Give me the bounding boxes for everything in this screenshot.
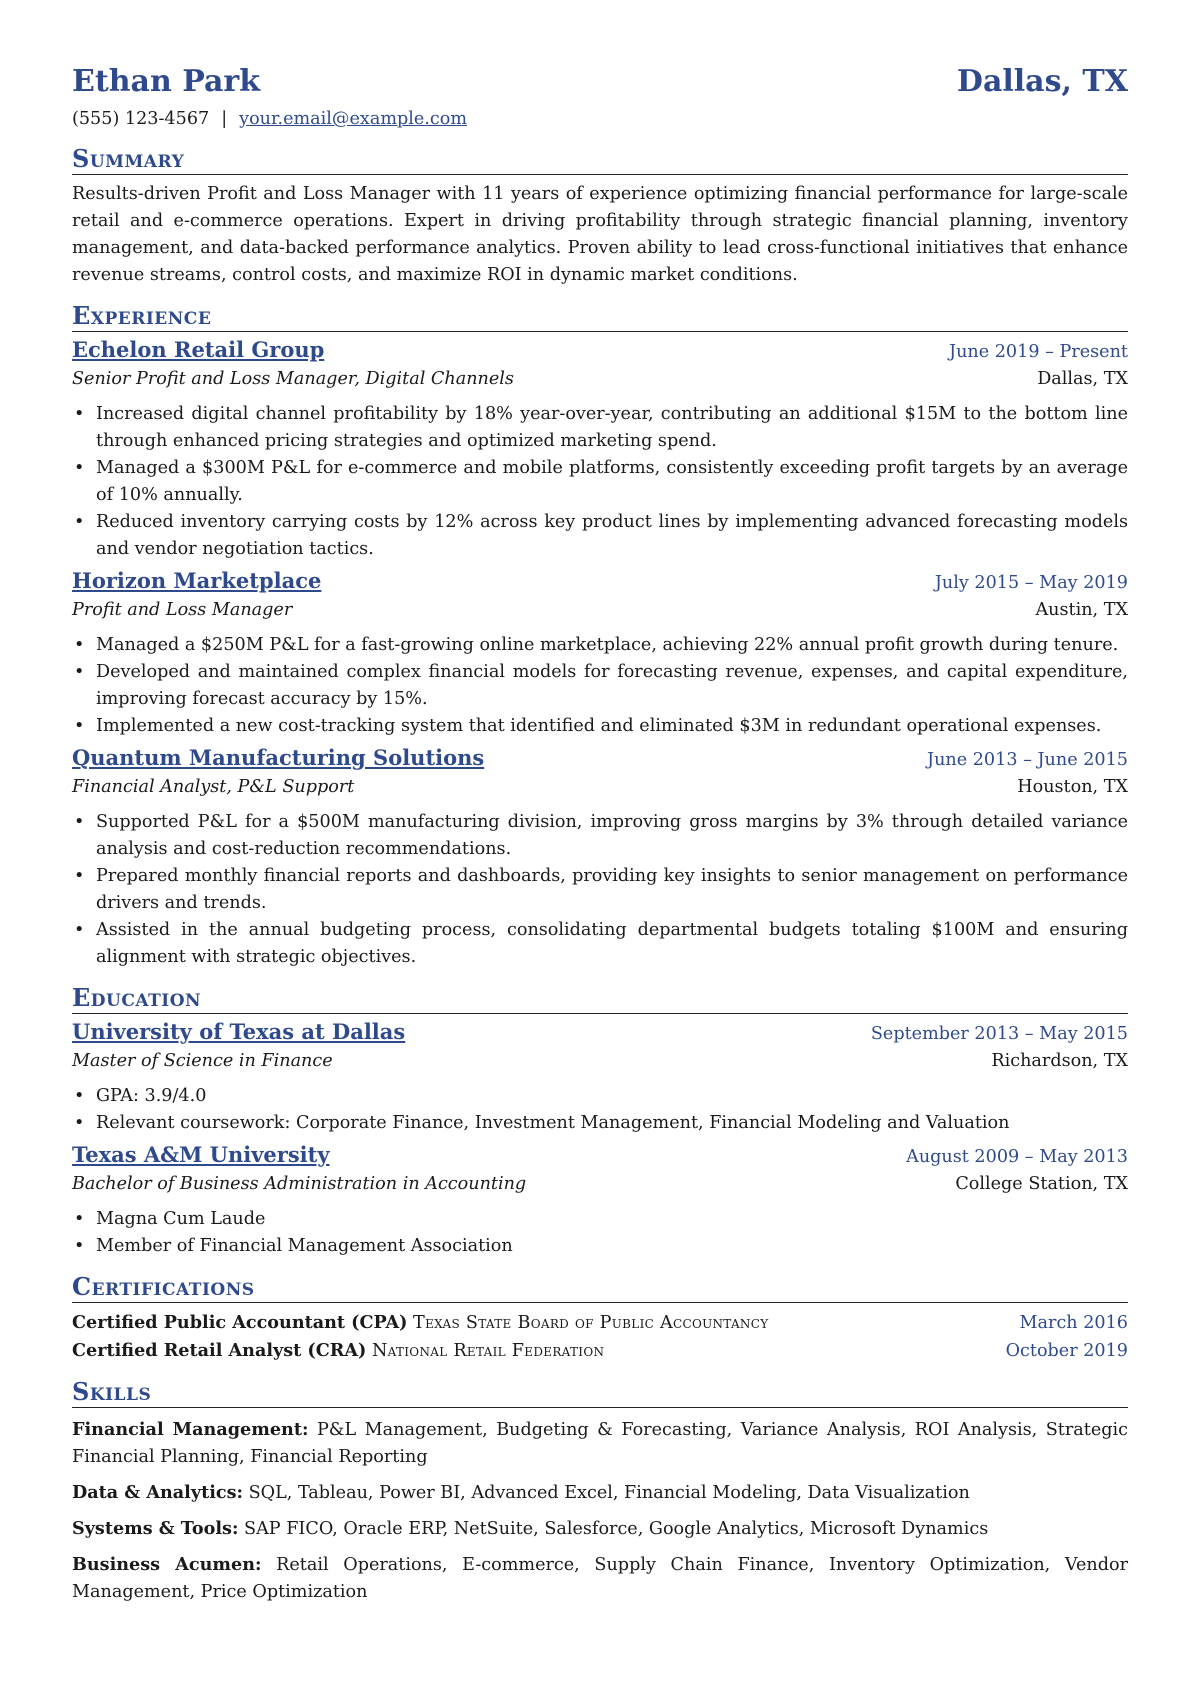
experience-role: Financial Analyst, P&L Support — [72, 777, 355, 797]
certification-issuer: Texas State Board of Public Accountancy — [413, 1313, 769, 1333]
experience-bullet: • Managed a $300M P&L for e-commerce and mobile platforms, consistently exceeding profit targets by an average of 10% annually. — [96, 455, 1128, 509]
skill-row — [72, 1551, 1128, 1606]
experience-entry-subheader — [72, 774, 1128, 801]
education-bullet: • Relevant coursework: Corporate Finance, Investment Management, Financial Modeling and Valuation — [96, 1110, 1128, 1137]
experience-organization-link[interactable]: Echelon Retail Group — [72, 337, 325, 362]
skill-category: Systems & Tools: — [72, 1518, 239, 1539]
education-bullet: • Member of Financial Management Association — [96, 1233, 1128, 1260]
education-entry-subheader — [72, 1048, 1128, 1075]
experience-bullet: • Developed and maintained complex financial models for forecasting revenue, expenses, and capital expenditure, improving forecast accuracy by 15%. — [96, 659, 1128, 713]
education-dates: September 2013 – May 2015 — [870, 1024, 1128, 1044]
section-title-experience: Experience — [72, 301, 1128, 332]
contact-line — [72, 106, 1128, 132]
experience-dates: June 2019 – Present — [949, 342, 1128, 362]
education-role: Master of Science in Finance — [72, 1051, 333, 1071]
experience-bullet-list — [72, 809, 1128, 971]
experience-bullet: • Implemented a new cost-tracking system that identified and eliminated $3M in redundant operational expenses. — [96, 713, 1128, 740]
contact-separator: | — [221, 109, 228, 129]
experience-organization-link[interactable]: Quantum Manufacturing Solutions — [72, 745, 485, 770]
education-entry-subheader — [72, 1171, 1128, 1198]
experience-bullet: • Assisted in the annual budgeting process, consolidating departmental budgets totaling $100M and ensuring alignment with strategic objectives. — [96, 917, 1128, 971]
experience-bullet: • Prepared monthly financial reports and dashboards, providing key insights to senior management on performance drivers and trends. — [96, 863, 1128, 917]
experience-dates: July 2015 – May 2019 — [934, 573, 1128, 593]
experience-entry-subheader — [72, 366, 1128, 393]
experience-location: Austin, TX — [1035, 600, 1128, 620]
experience-bullet-list — [72, 401, 1128, 563]
experience-list — [72, 335, 1128, 971]
skill-values: SAP FICO, Oracle ERP, NetSuite, Salesforce, Google Analytics, Microsoft Dynamics — [244, 1519, 989, 1539]
certification-left — [72, 1309, 768, 1337]
experience-bullet: • Managed a $250M P&L for a fast-growing online marketplace, achieving 22% annual profit growth during tenure. — [96, 632, 1128, 659]
education-organization-link[interactable]: Texas A&M University — [72, 1142, 330, 1167]
phone-number: (555) 123-4567 — [72, 109, 210, 129]
certification-name: Certified Retail Analyst (CRA) — [72, 1340, 367, 1361]
education-bullet-list — [72, 1083, 1128, 1137]
experience-bullet: • Supported P&L for a $500M manufacturing division, improving gross margins by 3% through detailed variance analysis and cost-reduction recommendations. — [96, 809, 1128, 863]
skill-values: Retail Operations, E-commerce, Supply Chain Finance, Inventory Optimization, Vendor Management, Price Optimization — [72, 1555, 1128, 1602]
education-dates: August 2009 – May 2013 — [906, 1147, 1128, 1167]
education-location: Richardson, TX — [991, 1051, 1128, 1071]
experience-entry-subheader — [72, 597, 1128, 624]
certification-left — [72, 1337, 604, 1365]
experience-entry-header — [72, 335, 1128, 366]
experience-dates: June 2013 – June 2015 — [927, 750, 1128, 770]
certification-date: October 2019 — [1005, 1341, 1128, 1361]
education-list — [72, 1017, 1128, 1260]
section-title-certifications: Certifications — [72, 1272, 1128, 1303]
skill-values: SQL, Tableau, Power BI, Advanced Excel, Financial Modeling, Data Visualization — [248, 1483, 970, 1503]
certification-issuer: National Retail Federation — [371, 1341, 605, 1361]
certification-row — [72, 1309, 1128, 1337]
education-bullet: • Magna Cum Laude — [96, 1206, 1128, 1233]
certification-row — [72, 1337, 1128, 1365]
skills-list — [72, 1416, 1128, 1606]
education-organization-link[interactable]: University of Texas at Dallas — [72, 1019, 406, 1044]
skill-row — [72, 1515, 1128, 1543]
experience-entry-header — [72, 566, 1128, 597]
summary-text: Results-driven Profit and Loss Manager with 11 years of experience optimizing financial performance for large-scale retail and e-commerce operations. Expert in driving profitability through strategic financial planning, inventory management, and data-backed performance analytics. Proven ability to lead cross-functional initiatives that enhance revenue streams, control costs, and maximize ROI in dynamic market conditions. — [72, 184, 1128, 285]
education-location: College Station, TX — [955, 1174, 1128, 1194]
education-bullet: • GPA: 3.9/4.0 — [96, 1083, 1128, 1110]
section-title-skills: Skills — [72, 1377, 1128, 1408]
experience-location: Dallas, TX — [1037, 369, 1128, 389]
skill-row — [72, 1479, 1128, 1507]
experience-entry-header — [72, 743, 1128, 774]
certification-name: Certified Public Accountant (CPA) — [72, 1312, 408, 1333]
resume-header — [72, 60, 1128, 102]
experience-bullet-list — [72, 632, 1128, 740]
experience-role: Profit and Loss Manager — [72, 600, 293, 620]
skill-category: Data & Analytics: — [72, 1482, 243, 1503]
education-bullet-list — [72, 1206, 1128, 1260]
email-link[interactable]: your.email@example.com — [239, 109, 468, 129]
experience-bullet: • Increased digital channel profitability by 18% year-over-year, contributing an additional $15M to the bottom line through enhanced pricing strategies and optimized marketing spend. — [96, 401, 1128, 455]
certification-date: March 2016 — [1019, 1313, 1128, 1333]
education-entry-header — [72, 1017, 1128, 1048]
section-title-summary: Summary — [72, 144, 1128, 175]
education-role: Bachelor of Business Administration in Accounting — [72, 1174, 527, 1194]
education-entry-header — [72, 1140, 1128, 1171]
section-title-education: Education — [72, 983, 1128, 1014]
experience-organization-link[interactable]: Horizon Marketplace — [72, 568, 322, 593]
experience-bullet: • Reduced inventory carrying costs by 12% across key product lines by implementing advanced forecasting models and vendor negotiation tactics. — [96, 509, 1128, 563]
candidate-name: Ethan Park — [72, 64, 261, 99]
skill-category: Business Acumen: — [72, 1554, 262, 1575]
certifications-list — [72, 1309, 1128, 1365]
resume-page — [72, 60, 1128, 1606]
experience-location: Houston, TX — [1017, 777, 1128, 797]
skill-row — [72, 1416, 1128, 1471]
skill-values: P&L Management, Budgeting & Forecasting, Variance Analysis, ROI Analysis, Strategic Financial Planning, Financial Reporting — [72, 1420, 1129, 1467]
skill-category: Financial Management: — [72, 1419, 309, 1440]
candidate-location: Dallas, TX — [956, 64, 1128, 99]
experience-role: Senior Profit and Loss Manager, Digital Channels — [72, 369, 514, 389]
